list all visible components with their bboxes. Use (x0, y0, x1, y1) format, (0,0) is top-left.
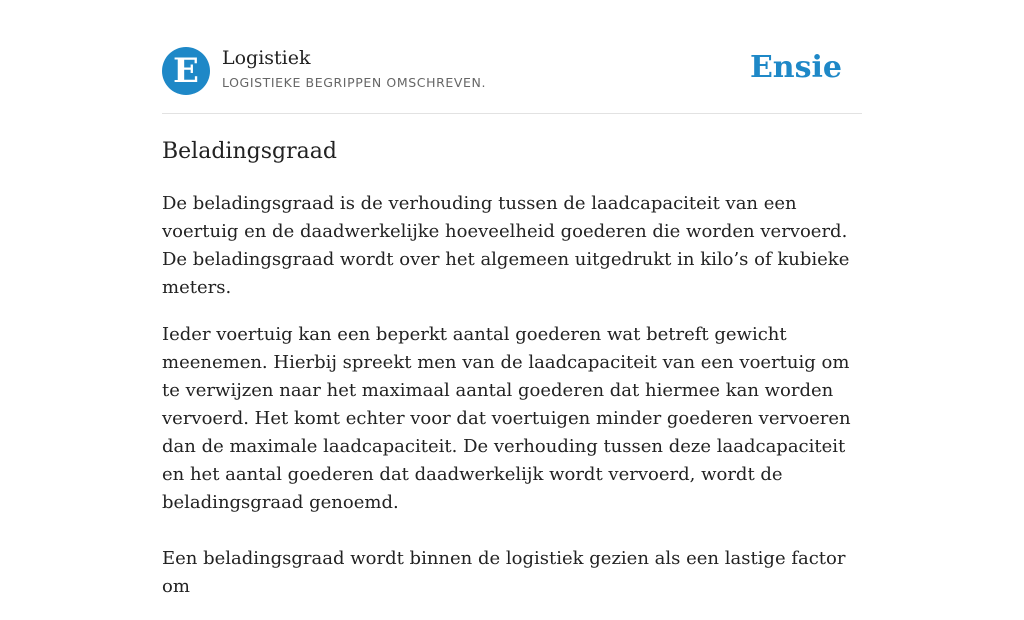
brand-logo[interactable]: Ensie (749, 50, 842, 85)
logo-letter: E (173, 51, 199, 91)
paragraph-2: Ieder voertuig kan een beperkt aantal goederen wat betreft gewicht meenemen. Hierbij spreekt men van de laadcapaciteit van een voertuig om te verwijzen naar het maximaal aantal goederen dat hiermee kan worden vervoerd. Het komt echter voor dat voertuigen minder goederen vervoeren dan de maximale laadcapaciteit. De verhouding tussen deze laadcapaciteit en het aantal goederen dat daadwerkelijk wordt vervoerd, wordt de beladingsgraad genoemd. (162, 324, 851, 513)
article-body (162, 190, 862, 620)
paragraph-1: De beladingsgraad is de verhouding tussen de laadcapaciteit van een voertuig en de daadwerkelijke hoeveelheid goederen die worden vervoerd. De beladingsgraad wordt over het algemeen uitgedrukt in kilo’s of kubieke meters. (162, 193, 850, 298)
site-subtitle: LOGISTIEKE BEGRIPPEN OMSCHREVEN. (222, 75, 487, 90)
paragraph-3: Een beladingsgraad wordt binnen de logistiek gezien als een lastige factor om (162, 548, 846, 597)
site-header (162, 0, 862, 114)
page-container (162, 0, 862, 597)
site-title[interactable]: Logistiek (222, 47, 311, 69)
site-logo[interactable] (162, 47, 210, 95)
article-title: Beladingsgraad (162, 139, 337, 164)
